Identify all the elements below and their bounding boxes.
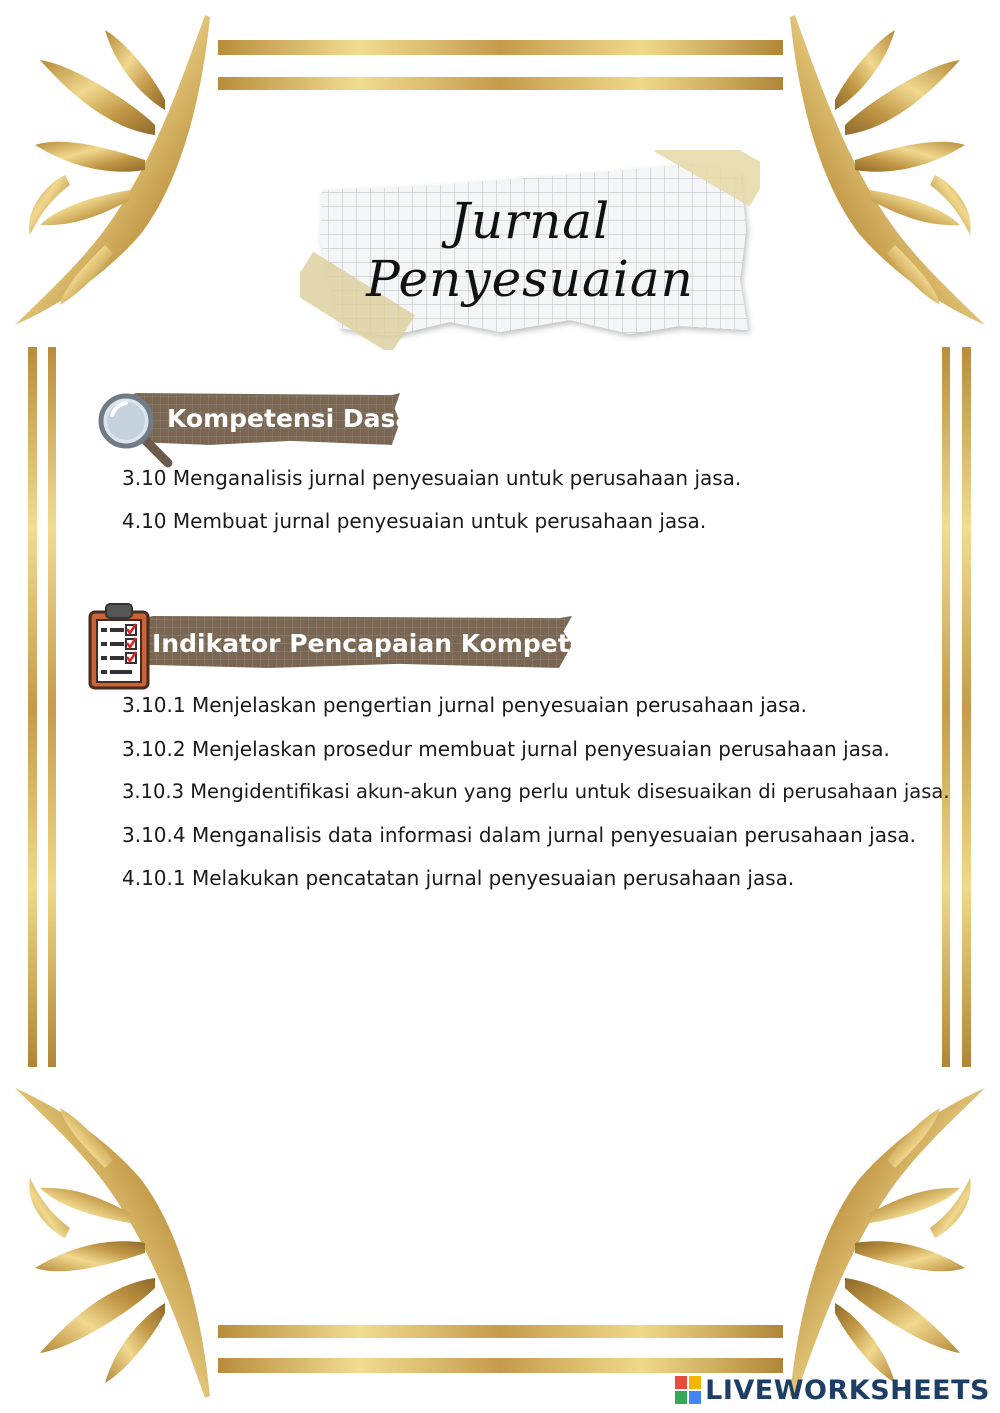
corner-ornament-top-left: [5, 5, 245, 345]
page-title: Jurnal Penyesuaian: [366, 192, 694, 308]
kd-heading: Kompetensi Dasar: [167, 404, 425, 433]
ipk-item-5: 4.10.1 Melakukan pencatatan jurnal penyesuaian perusahaan jasa.: [122, 866, 795, 890]
left-border-bar-outer: [28, 347, 37, 1067]
ipk-item-1: 3.10.1 Menjelaskan pengertian jurnal penyesuaian perusahaan jasa.: [122, 693, 808, 717]
right-border-bar-inner: [942, 347, 950, 1067]
corner-ornament-bottom-right: [755, 1068, 995, 1408]
ipk-item-2: 3.10.2 Menjelaskan prosedur membuat jurnal penyesuaian perusahaan jasa.: [122, 737, 890, 761]
ipk-item-3: 3.10.3 Mengidentifikasi akun-akun yang perlu untuk disesuaikan di perusahaan jasa.: [122, 780, 950, 803]
kd-item-1: 3.10 Menganalisis jurnal penyesuaian untuk perusahaan jasa.: [122, 466, 742, 490]
left-border-bar-inner: [48, 347, 56, 1067]
liveworksheets-icon: [675, 1376, 701, 1404]
bottom-border-bar-inner: [218, 1325, 783, 1338]
liveworksheets-logo[interactable]: [675, 1373, 990, 1407]
bottom-border-bar-outer: [218, 1358, 783, 1373]
top-border-bar-outer: [218, 40, 783, 55]
kd-item-2: 4.10 Membuat jurnal penyesuaian untuk perusahaan jasa.: [122, 509, 707, 533]
title-block: [300, 150, 760, 350]
magnifier-icon: [96, 391, 174, 469]
clipboard-checklist-icon: [86, 602, 152, 690]
ipk-heading: Indikator Pencapaian Kompetensi: [152, 629, 628, 658]
top-border-bar-inner: [218, 77, 783, 90]
footer-brand: LIVEWORKSHEETS: [705, 1374, 990, 1406]
right-border-bar-outer: [962, 347, 971, 1067]
corner-ornament-bottom-left: [5, 1068, 245, 1408]
ipk-item-4: 3.10.4 Menganalisis data informasi dalam jurnal penyesuaian perusahaan jasa.: [122, 823, 917, 847]
corner-ornament-top-right: [755, 5, 995, 345]
